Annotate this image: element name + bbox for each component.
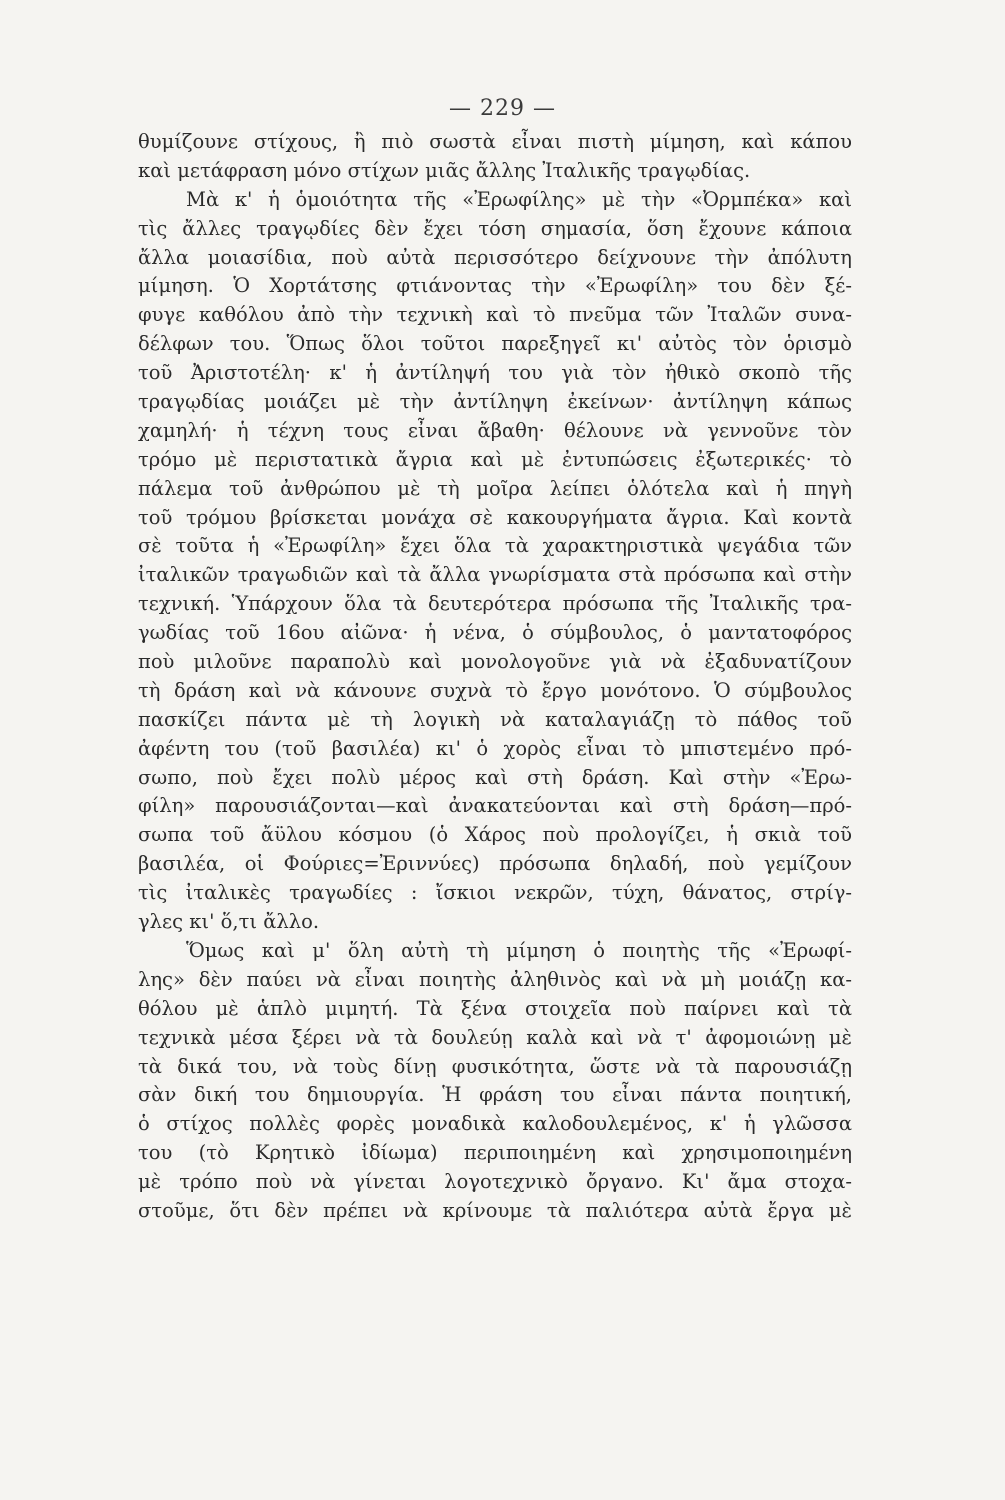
text-line: τρόμο μὲ περιστατικὰ ἄγρια καὶ μὲ ἐντυπώσεις ἐξωτερικές· τὸ	[138, 447, 852, 471]
text-line: τεχνικὰ μέσα ξέρει νὰ τὰ δουλεύῃ καλὰ καὶ νὰ τ' ἀφομοιώνῃ μὲ	[138, 1025, 852, 1049]
text-line: γωδίας τοῦ 16ου αἰῶνα· ἡ νένα, ὁ σύμβουλος, ὁ μαντατοφόρος	[138, 621, 852, 645]
text-line: γλες κι' ὅ,τι ἄλλο.	[138, 910, 320, 934]
body-text	[138, 128, 852, 1226]
text-line: ὁ στίχος πολλὲς φορὲς μοναδικὰ καλοδουλεμένος, κ' ἡ γλῶσσα	[138, 1112, 852, 1136]
text-line: ἰταλικῶν τραγωδιῶν καὶ τὰ ἄλλα γνωρίσματα στὰ πρόσωπα καὶ στὴν	[138, 563, 852, 587]
text-line: τεχνική. Ὑπάρχουν ὅλα τὰ δευτερότερα πρόσωπα τῆς Ἰταλικῆς τρα-	[138, 592, 852, 616]
text-line: μίμηση. Ὁ Χορτάτσης φτιάνοντας τὴν «Ἐρωφίλη» του δὲν ξέ-	[138, 274, 852, 298]
text-line: ποὺ μιλοῦνε παραπολὺ καὶ μονολογοῦνε γιὰ νὰ ἐξαδυνατίζουν	[138, 650, 852, 674]
text-line: χαμηλή· ἡ τέχνη τους εἶναι ἄβαθη· θέλουνε νὰ γεννοῦνε τὸν	[138, 418, 852, 442]
text-line: θυμίζουνε στίχους, ἢ πιὸ σωστὰ εἶναι πιστὴ μίμηση, καὶ κάπου	[138, 130, 852, 153]
page-number: — 229 —	[449, 96, 556, 121]
text-line: σὲ τοῦτα ἡ «Ἐρωφίλη» ἔχει ὅλα τὰ χαρακτηριστικὰ ψεγάδια τῶν	[138, 534, 852, 558]
text-line: πάλεμα τοῦ ἀνθρώπου μὲ τὴ μοῖρα λείπει ὁλότελα καὶ ἡ πηγὴ	[138, 476, 852, 500]
text-line: θόλου μὲ ἁπλὸ μιμητή. Τὰ ξένα στοιχεῖα ποὺ παίρνει καὶ τὰ	[138, 996, 852, 1020]
text-line: λης» δὲν παύει νὰ εἶναι ποιητὴς ἀληθινὸς καὶ νὰ μὴ μοιάζῃ κα-	[138, 967, 852, 991]
text-line: φυγε καθόλου ἀπὸ τὴν τεχνικὴ καὶ τὸ πνεῦμα τῶν Ἰταλῶν συνα-	[138, 303, 852, 327]
text-line: φίλη» παρουσιάζονται—καὶ ἀνακατεύονται καὶ στὴ δράση—πρό-	[138, 794, 852, 818]
text-line: δέλφων του. Ὅπως ὅλοι τοῦτοι παρεξηγεῖ κι' αὐτὸς τὸν ὁρισμὸ	[138, 332, 852, 356]
text-line: καὶ μετάφραση μόνο στίχων μιᾶς ἄλλης Ἰταλικῆς τραγῳδίας.	[138, 158, 751, 182]
text-line: σωπο, ποὺ ἔχει πολὺ μέρος καὶ στὴ δράση. Καὶ στὴν «Ἐρω-	[138, 765, 852, 789]
text-line: ἀφέντη του (τοῦ βασιλέα) κι' ὁ χορὸς εἶναι τὸ μπιστεμένο πρό-	[138, 736, 852, 760]
text-line: σωπα τοῦ ἄϋλου κόσμου (ὁ Χάρος ποὺ προλογίζει, ἡ σκιὰ τοῦ	[138, 823, 852, 847]
text-line: σὰν δική του δημιουργία. Ἡ φράση του εἶναι πάντα ποιητική,	[138, 1083, 852, 1107]
text-line: του (τὸ Κρητικὸ ἰδίωμα) περιποιημένη καὶ χρησιμοποιημένη	[138, 1141, 852, 1165]
text-line: τοῦ τρόμου βρίσκεται μονάχα σὲ κακουργήματα ἄγρια. Καὶ κοντὰ	[138, 505, 852, 529]
text-line: μὲ τρόπο ποὺ νὰ γίνεται λογοτεχνικὸ ὄργανο. Κι' ἄμα στοχα-	[138, 1170, 852, 1194]
text-line: τοῦ Ἀριστοτέλη· κ' ἡ ἀντίληψή του γιὰ τὸν ἠθικὸ σκοπὸ τῆς	[138, 361, 852, 385]
text-line: τὶς ἄλλες τραγῳδίες δὲν ἔχει τόση σημασία, ὅση ἔχουνε κάποια	[138, 216, 852, 240]
text-line: Μὰ κ' ἡ ὁμοιότητα τῆς «Ἐρωφίλης» μὲ τὴν «Ὀρμπέκα» καὶ	[186, 187, 852, 211]
text-line: Ὅμως καὶ μ' ὅλη αὐτὴ τὴ μίμηση ὁ ποιητὴς τῆς «Ἐρωφί-	[186, 938, 852, 962]
text-line: τὶς ἰταλικὲς τραγωδίες : ἴσκιοι νεκρῶν, τύχη, θάνατος, στρίγ-	[138, 881, 852, 905]
text-line: τραγῳδίας μοιάζει μὲ τὴν ἀντίληψη ἐκείνων· ἀντίληψη κάπως	[138, 390, 852, 414]
text-line: τὴ δράση καὶ νὰ κάνουνε συχνὰ τὸ ἔργο μονότονο. Ὁ σύμβουλος	[138, 678, 852, 702]
text-line: τὰ δικά του, νὰ τοὺς δίνῃ φυσικότητα, ὥστε νὰ τὰ παρουσιάζῃ	[138, 1054, 852, 1078]
text-line: ἄλλα μοιασίδια, ποὺ αὐτὰ περισσότερο δείχνουνε τὴν ἀπόλυτη	[138, 245, 852, 269]
text-line: πασκίζει πάντα μὲ τὴ λογικὴ νὰ καταλαγιάζῃ τὸ πάθος τοῦ	[138, 707, 852, 731]
text-line: στοῦμε, ὅτι δὲν πρέπει νὰ κρίνουμε τὰ παλιότερα αὐτὰ ἔργα μὲ	[138, 1198, 852, 1222]
text-line: βασιλέα, οἱ Φούριες=Ἐριννύες) πρόσωπα δηλαδή, ποὺ γεμίζουν	[138, 852, 852, 876]
